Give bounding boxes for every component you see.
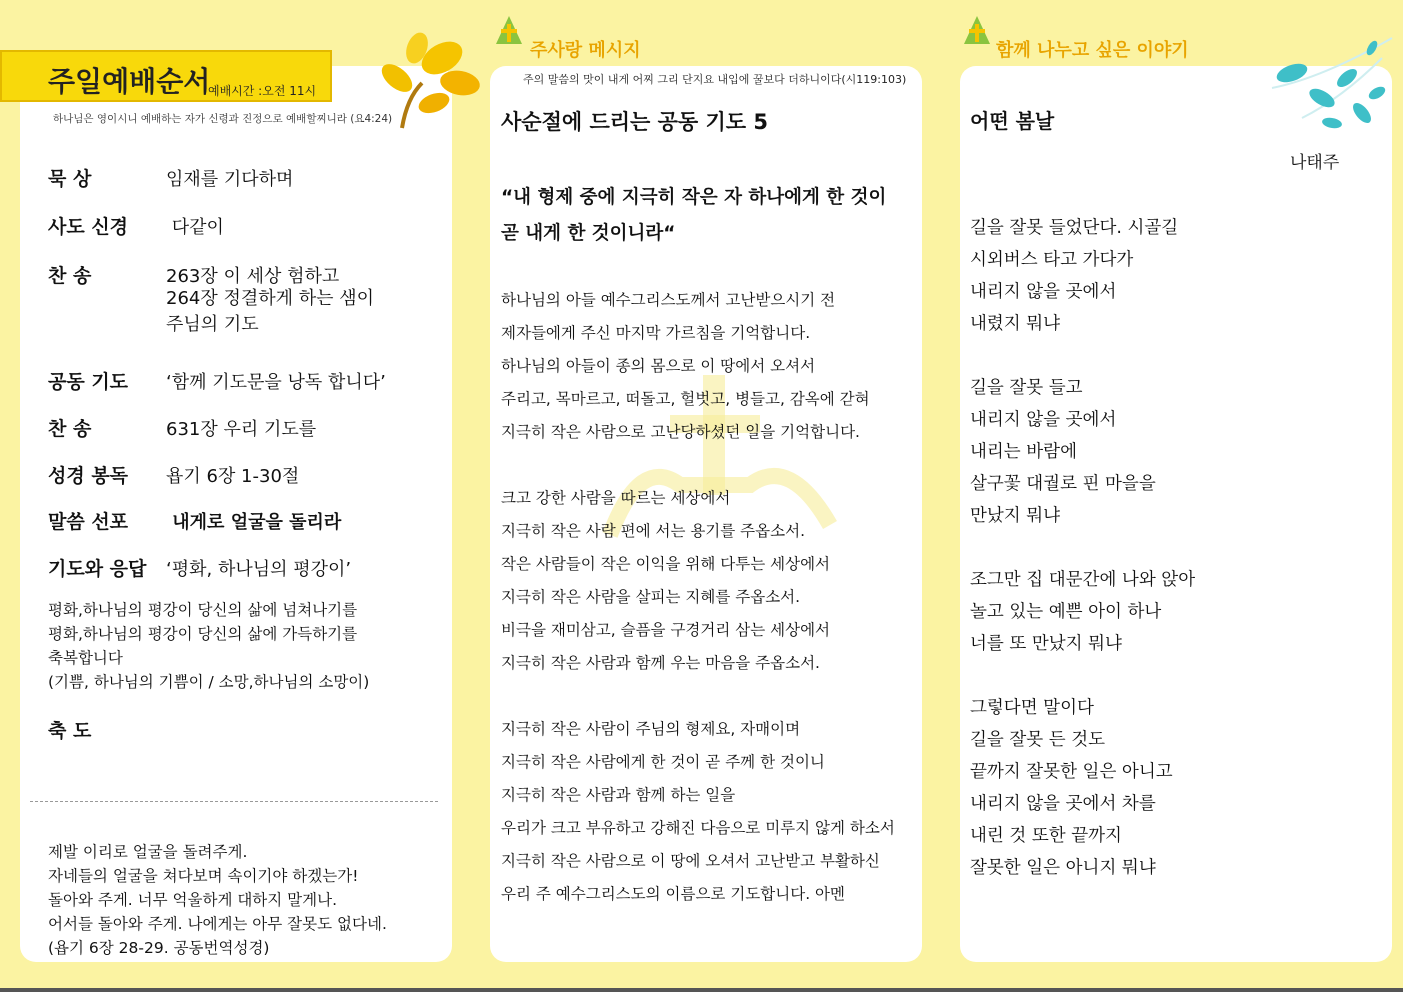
poem-stanza-3: 조그만 집 대문간에 나와 앉아 놀고 있는 예쁜 아이 하나 너를 또 만났지 뭐냐 xyxy=(970,570,1196,654)
cross-heading-icon xyxy=(492,12,526,46)
service-time: 예배시간 :오전 11시 xyxy=(208,84,317,98)
prayer-paragraph-2: 크고 강한 사람을 따르는 세상에서 지극히 작은 사람 편에 서는 용기를 주옵소서. 작은 사람들이 작은 이익을 위해 다투는 세상에서 지극히 작은 사람을 살피는 지혜를 주옵소서. 비극을 재미삼고, 슬픔을 구경거리 삼는 세상에서 지극히 작은 사람과 함께 우는 마음을 주옵소서. xyxy=(501,489,831,672)
order-creed: 사도 신경 다같이 xyxy=(48,216,224,238)
poem-stanza-1: 길을 잘못 들었단다. 시골길 시외버스 타고 가다가 내리지 않을 곳에서 내렸지 뭐냐 xyxy=(970,218,1179,334)
poem-stanza-4: 그렇다면 말이다 길을 잘못 든 것도 끝까지 잘못한 일은 아니고 내리지 않을 곳에서 차를 내린 것 또한 끝까지 잘못한 일은 아니지 뭐냐 xyxy=(970,698,1173,878)
prayer-quote: “내 형제 중에 지극히 작은 자 하나에게 한 것이 곧 내게 한 것이니라“ xyxy=(501,187,887,244)
prayer-paragraph-3: 지극히 작은 사람이 주님의 형제요, 자매이며 지극히 작은 사람에게 한 것이 곧 주께 한 것이니 지극히 작은 사람과 함께 하는 일을 우리가 크고 부유하고 강해진 다음으로 미루지 않게 하소서 지극히 작은 사람으로 이 땅에 오셔서 고난받고 부활하신 우리 주 예수그리스도의 이름으로 기도합니다. 아멘 xyxy=(501,720,895,903)
divider xyxy=(30,801,438,802)
page-title: 주일예배순서 xyxy=(48,65,211,98)
poem-author: 나태주 xyxy=(1290,153,1340,173)
hymn-extra-list: 264장 정결하게 하는 샘이 주님의 기도 xyxy=(166,288,375,335)
prayer-title: 사순절에 드리는 공동 기도 5 xyxy=(501,110,769,134)
message-verse: 주의 말씀의 맛이 내게 어찌 그리 단지요 내입에 꿀보다 더하니이다(시119:103) xyxy=(523,73,907,86)
message-heading: 주사랑 메시지 xyxy=(530,40,641,61)
story-heading: 함께 나누고 싶은 이야기 xyxy=(996,40,1189,61)
poem-title: 어떤 봄날 xyxy=(970,109,1055,133)
order-hymn-2: 찬 송 631장 우리 기도를 xyxy=(48,418,317,440)
service-banner xyxy=(0,50,332,102)
order-scripture: 성경 봉독 욥기 6장 1-30절 xyxy=(48,465,300,487)
order-meditation: 묵 상 임재를 기다하며 xyxy=(48,168,294,190)
teal-leaves-icon xyxy=(1262,18,1400,138)
order-benediction: 축 도 xyxy=(48,720,92,742)
poem-stanza-2: 길을 잘못 들고 내리지 않을 곳에서 내리는 바람에 살구꽃 대궐로 핀 마을을 만났지 뭐냐 xyxy=(970,378,1156,526)
order-prayer-response: 기도와 응답 ‘평화, 하나님의 평강이’ xyxy=(48,558,352,580)
order-common-prayer: 공동 기도 ‘함께 기도문을 낭독 합니다’ xyxy=(48,371,386,393)
order-sermon: 말씀 선포 내게로 얼굴을 돌리라 xyxy=(48,511,342,533)
bottom-border xyxy=(0,988,1403,992)
cross-heading-icon xyxy=(960,12,994,46)
response-lines: 평화,하나님의 평강이 당신의 삶에 넘쳐나기를 평화,하나님의 평강이 당신의 삶에 가득하기를 축복합니다 (기쁨, 하나님의 기쁨이 / 소망,하나님의 소망이) xyxy=(48,601,370,691)
worship-verse: 하나님은 영이시니 예배하는 자가 신령과 진정으로 예배할찌니라 (요4:24) xyxy=(53,113,393,125)
footer-scripture: 제발 이리로 얼굴을 돌려주게. 자네들의 얼굴을 쳐다보며 속이기야 하겠는가! 돌아와 주게. 너무 억울하게 대하지 말게나. 어서들 돌아와 주게. 나에게는 아무 잘못도 없다네. (욥기 6장 28-29. 공동번역성경) xyxy=(48,843,387,957)
prayer-paragraph-1: 하나님의 아들 예수그리스도께서 고난받으시기 전 제자들에게 주신 마지막 가르침을 기억합니다. 하나님의 아들이 종의 몸으로 이 땅에서 오셔서 주리고, 목마르고, 떠돌고, 헐벗고, 병들고, 감옥에 갇혀 지극히 작은 사람으로 고난당하셨던 일을 기억합니다. xyxy=(501,291,870,441)
order-hymn-1: 찬 송 263장 이 세상 험하고 xyxy=(48,265,340,287)
